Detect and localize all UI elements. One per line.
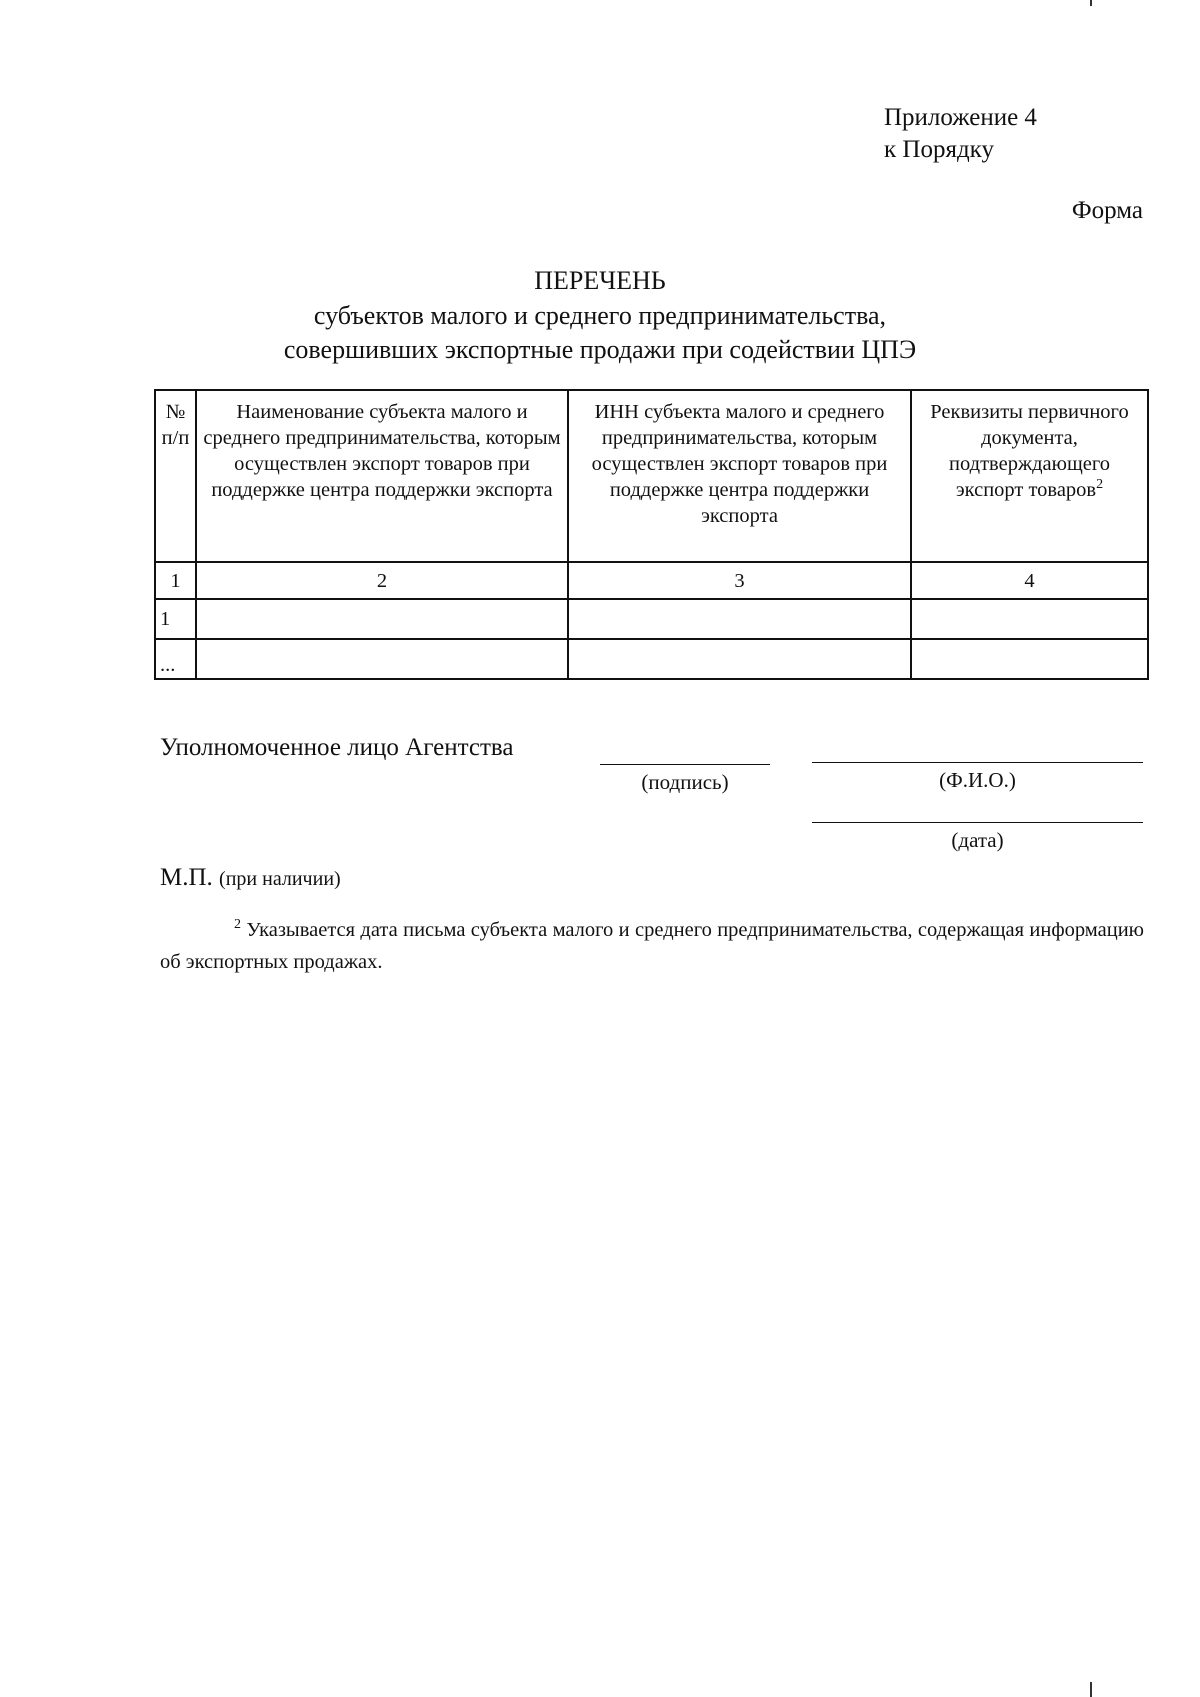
row-name-cell bbox=[196, 599, 568, 639]
appendix-line-2: к Порядку bbox=[884, 136, 994, 163]
header-text-number: № п/п bbox=[161, 401, 190, 449]
row-number-cell: ... bbox=[155, 639, 196, 679]
scan-mark-top bbox=[1090, 0, 1092, 6]
header-cell-number bbox=[155, 390, 196, 562]
header-text-document: Реквизиты первичного документа, подтверждающего экспорт товаров bbox=[930, 401, 1129, 501]
column-number-cell: 3 bbox=[568, 562, 911, 599]
column-number-cell: 2 bbox=[196, 562, 568, 599]
row-document-cell bbox=[911, 599, 1148, 639]
footnote bbox=[160, 914, 1144, 978]
row-name-cell bbox=[196, 639, 568, 679]
column-number-cell: 1 bbox=[155, 562, 196, 599]
appendix-reference bbox=[884, 102, 1037, 166]
stamp-label: М.П. bbox=[160, 864, 213, 891]
header-text-inn: ИНН субъекта малого и среднего предпринимательства, которым осуществлен экспорт товаров при поддержке центра поддержки экспорта bbox=[591, 401, 888, 527]
form-label: Форма bbox=[1071, 197, 1143, 224]
date-line bbox=[812, 822, 1143, 823]
table-header-row bbox=[155, 390, 1148, 562]
row-inn-cell bbox=[568, 639, 911, 679]
appendix-line-1: Приложение 4 bbox=[884, 104, 1037, 131]
header-cell-inn bbox=[568, 390, 911, 562]
footnote-marker: 2 bbox=[234, 917, 241, 933]
date-caption: (дата) bbox=[951, 828, 1004, 852]
table-row bbox=[155, 599, 1148, 639]
row-document-cell bbox=[911, 639, 1148, 679]
exporters-table bbox=[154, 389, 1149, 680]
header-cell-document bbox=[911, 390, 1148, 562]
document-title-block bbox=[0, 264, 1200, 366]
footnote-text: Указывается дата письма субъекта малого и среднего предпринимательства, содержащая информацию об экспортных продажах. bbox=[160, 919, 1144, 973]
authorized-person-label: Уполномоченное лицо Агентства bbox=[160, 734, 514, 761]
scan-mark-bottom bbox=[1090, 1682, 1092, 1697]
header-document-wrap bbox=[912, 391, 1147, 503]
signature-caption: (подпись) bbox=[641, 770, 729, 794]
header-footnote-ref: 2 bbox=[1096, 477, 1104, 493]
row-inn-cell bbox=[568, 599, 911, 639]
name-caption: (Ф.И.О.) bbox=[939, 768, 1016, 792]
stamp-note: (при наличии) bbox=[219, 868, 341, 890]
column-number-row bbox=[155, 562, 1148, 599]
signature-line bbox=[600, 764, 770, 765]
document-title: ПЕРЕЧЕНЬ bbox=[534, 266, 666, 295]
header-text-name: Наименование субъекта малого и среднего предпринимательства, которым осуществлен экспорт товаров при поддержке центра поддержки экспорта bbox=[203, 401, 561, 501]
row-number-cell: 1 bbox=[155, 599, 196, 639]
document-subtitle-line-1: субъектов малого и среднего предпринимательства, bbox=[313, 301, 887, 330]
stamp-placeholder bbox=[160, 864, 341, 892]
table-row bbox=[155, 639, 1148, 679]
name-line bbox=[812, 762, 1143, 763]
document-subtitle-line-2: совершивших экспортные продажи при содействии ЦПЭ bbox=[283, 335, 917, 364]
header-cell-name bbox=[196, 390, 568, 562]
column-number-cell: 4 bbox=[911, 562, 1148, 599]
